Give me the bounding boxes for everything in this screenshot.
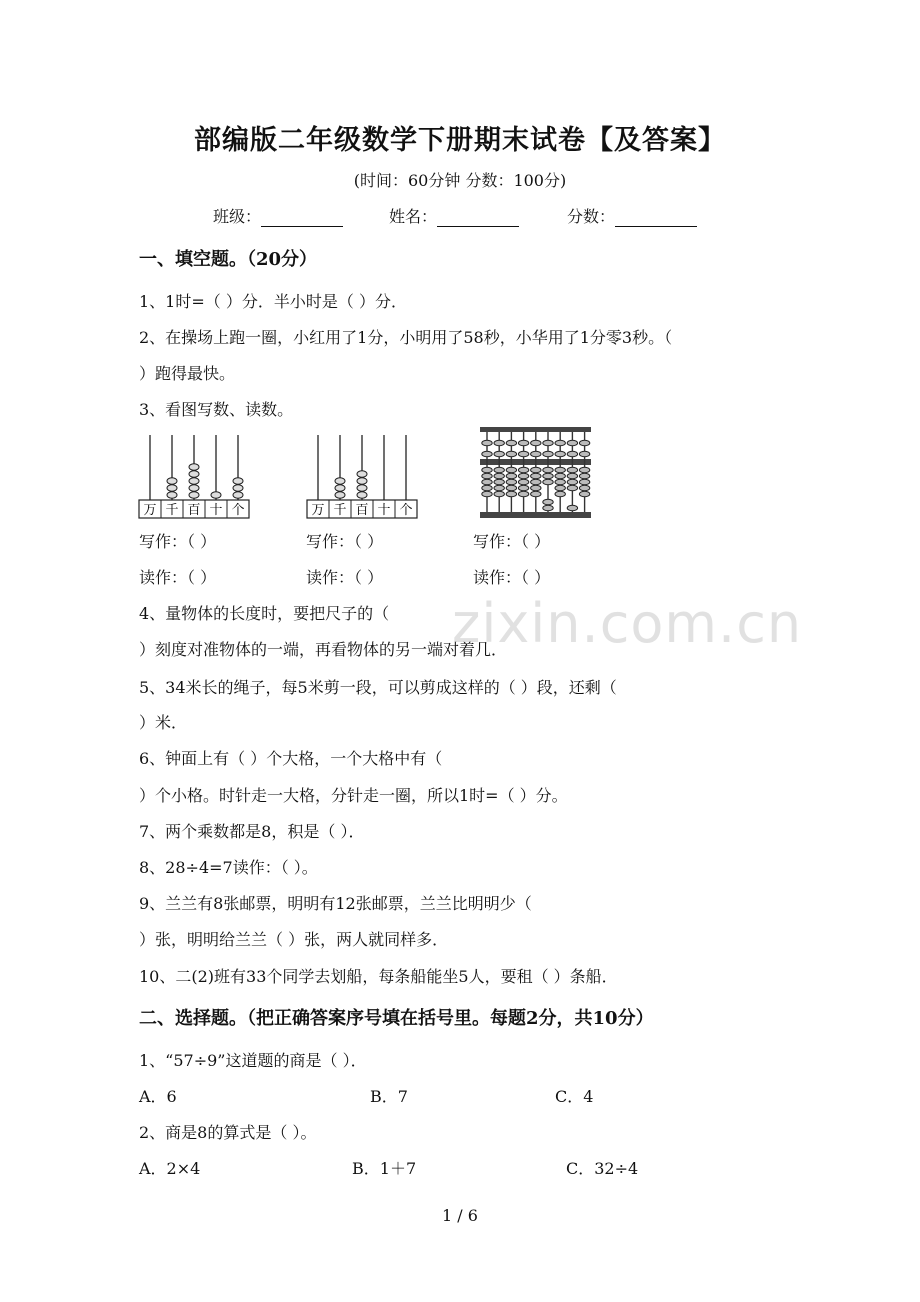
suanpan-bead <box>482 440 492 446</box>
suanpan-bead <box>531 451 541 457</box>
write-c: 写作：（ ） <box>473 532 551 551</box>
page-title: 部编版二年级数学下册期末试卷【及答案】 <box>194 125 726 156</box>
suanpan-bead <box>531 467 541 473</box>
suanpan-bead <box>494 467 504 473</box>
score-blank <box>615 208 697 227</box>
suanpan-bead <box>518 491 528 497</box>
suanpan-bead <box>506 451 516 457</box>
q2-1: 1、“57÷9”这道题的商是（ ）． <box>139 1051 367 1070</box>
suanpan-bead <box>494 485 504 491</box>
suanpan-bead <box>567 485 577 491</box>
abacus-bead <box>233 485 243 492</box>
suanpan-bead <box>579 440 589 446</box>
write-a: 写作：（ ） <box>139 532 217 551</box>
q1-3: 3、看图写数、读数。 <box>139 400 294 419</box>
label-ge: 个 <box>399 503 413 518</box>
suanpan-bead <box>555 491 565 497</box>
suanpan-bead <box>518 473 528 479</box>
exam-subtitle: (时间：60分钟 分数：100分) <box>353 171 567 190</box>
abacus-bead <box>189 464 199 471</box>
suanpan-bead <box>543 479 553 485</box>
read-b: 读作：（ ） <box>306 568 384 587</box>
page-number: 1 / 6 <box>442 1206 478 1225</box>
q1-8: 8、28÷4=7读作：（ ）。 <box>139 858 318 877</box>
abacus-bead <box>189 485 199 492</box>
q1-5: 5、34米长的绳子，每5米剪一段，可以剪成这样的（ ）段，还剩（ <box>139 678 617 697</box>
abacus-bead <box>357 485 367 492</box>
suanpan-bead <box>543 473 553 479</box>
name-field <box>389 204 519 227</box>
q2-2-option-b: B．1＋7 <box>352 1159 417 1178</box>
suanpan-bead <box>567 473 577 479</box>
suanpan-bead <box>531 479 541 485</box>
suanpan-bead <box>494 473 504 479</box>
abacus-c <box>479 426 592 520</box>
q1-7: 7、两个乘数都是8，积是（ ）． <box>139 822 365 841</box>
suanpan-bead <box>567 440 577 446</box>
q2-2-option-c: C．32÷4 <box>566 1159 639 1178</box>
label-shi: 十 <box>377 503 391 518</box>
q1-10: 10、二(2)班有33个同学去划船，每条船能坐5人，要租（ ）条船． <box>139 967 618 986</box>
suanpan-bead <box>543 451 553 457</box>
suanpan-bead <box>518 479 528 485</box>
suanpan-bead <box>494 451 504 457</box>
abacus-a <box>138 432 250 520</box>
score-field <box>567 204 697 227</box>
read-a: 读作：（ ） <box>139 568 217 587</box>
suanpan-bead <box>518 451 528 457</box>
q1-6-cont: ）个小格。时针走一大格，分针走一圈，所以1时=（ ）分。 <box>139 786 568 805</box>
suanpan-bead <box>506 491 516 497</box>
label-wan: 万 <box>143 503 157 518</box>
abacus-bead <box>189 471 199 478</box>
suanpan-bead <box>506 440 516 446</box>
abacus-bead <box>233 478 243 485</box>
suanpan-bead <box>482 451 492 457</box>
read-c: 读作：（ ） <box>473 568 551 587</box>
label-bai: 百 <box>355 503 369 518</box>
abacus-bead <box>357 478 367 485</box>
suanpan-bead <box>567 505 577 511</box>
q1-2-cont: ）跑得最快。 <box>139 364 236 383</box>
q2-2: 2、商是8的算式是（ ）。 <box>139 1123 317 1142</box>
abacus-bead <box>335 485 345 492</box>
watermark: zixin.com.cn <box>452 592 803 655</box>
suanpan-bead <box>555 479 565 485</box>
suanpan-bead <box>518 485 528 491</box>
q2-2-option-a: A．2×4 <box>139 1159 201 1178</box>
suanpan-bead <box>543 505 553 511</box>
label-ge: 个 <box>231 503 245 518</box>
suanpan-bead <box>506 485 516 491</box>
suanpan-bead <box>518 440 528 446</box>
section2-heading: 二、选择题。（把正确答案序号填在括号里。每题2分，共10分） <box>139 1008 654 1029</box>
suanpan-bead <box>555 485 565 491</box>
suanpan-bead <box>506 479 516 485</box>
suanpan-bead <box>567 451 577 457</box>
suanpan-bead <box>494 479 504 485</box>
abacus-bead <box>167 478 177 485</box>
suanpan-bead <box>579 479 589 485</box>
abacus-bead <box>189 478 199 485</box>
class-field <box>213 204 343 227</box>
score-label: 分数： <box>567 207 616 226</box>
abacus-bead <box>357 471 367 478</box>
suanpan-bead <box>555 451 565 457</box>
abacus-bead <box>357 492 367 499</box>
q1-9: 9、兰兰有8张邮票，明明有12张邮票，兰兰比明明少（ <box>139 894 532 913</box>
q1-9-cont: ）张，明明给兰兰（ ）张，两人就同样多． <box>139 930 449 949</box>
suanpan-bead <box>506 473 516 479</box>
suanpan-bead <box>555 473 565 479</box>
suanpan-bead <box>494 440 504 446</box>
suanpan-bead <box>506 467 516 473</box>
abacus-bead <box>189 492 199 499</box>
suanpan-bead <box>482 491 492 497</box>
suanpan-bead <box>531 485 541 491</box>
abacus-b <box>306 432 418 520</box>
q1-4-cont: ）刻度对准物体的一端，再看物体的另一端对着几． <box>139 640 508 659</box>
suanpan-bead <box>579 467 589 473</box>
label-shi: 十 <box>209 503 223 518</box>
suanpan-bead <box>555 440 565 446</box>
suanpan-bead <box>579 473 589 479</box>
name-blank <box>437 208 519 227</box>
abacus-bead <box>211 492 221 499</box>
suanpan-bead <box>531 473 541 479</box>
suanpan-bead <box>567 467 577 473</box>
suanpan-bead <box>531 491 541 497</box>
abacus-bead <box>233 492 243 499</box>
suanpan-bead <box>482 467 492 473</box>
suanpan-bead <box>518 467 528 473</box>
label-bai: 百 <box>187 503 201 518</box>
suanpan-bead <box>494 491 504 497</box>
suanpan-bead <box>543 499 553 505</box>
suanpan-bead <box>579 451 589 457</box>
q2-1-option-b: B．7 <box>370 1087 408 1106</box>
suanpan-bead <box>579 485 589 491</box>
suanpan-bead <box>555 467 565 473</box>
q1-2: 2、在操场上跑一圈，小红用了1分，小明用了58秒，小华用了1分零3秒。（ <box>139 328 673 347</box>
class-label: 班级： <box>213 207 262 226</box>
suanpan-bead <box>543 467 553 473</box>
suanpan-bead <box>543 440 553 446</box>
q1-5-cont: ）米． <box>139 713 188 732</box>
label-qian: 千 <box>165 503 179 518</box>
suanpan-bead <box>482 479 492 485</box>
abacus-bead <box>335 492 345 499</box>
write-b: 写作：（ ） <box>306 532 384 551</box>
q1-4: 4、量物体的长度时，要把尺子的（ <box>139 604 390 623</box>
class-blank <box>261 208 343 227</box>
label-wan: 万 <box>311 503 325 518</box>
suanpan-bead <box>482 485 492 491</box>
suanpan-bead <box>567 479 577 485</box>
suanpan-bead <box>579 491 589 497</box>
label-qian: 千 <box>333 503 347 518</box>
abacus-bead <box>167 492 177 499</box>
q1-1: 1、1时=（ ）分．半小时是（ ）分． <box>139 292 407 311</box>
abacus-bead <box>167 485 177 492</box>
abacus-bead <box>335 478 345 485</box>
name-label: 姓名： <box>389 207 438 226</box>
q2-1-option-a: A．6 <box>139 1087 177 1106</box>
suanpan-bead <box>482 473 492 479</box>
section1-heading: 一、填空题。（20分） <box>139 249 318 270</box>
q1-6: 6、钟面上有（ ）个大格，一个大格中有（ <box>139 749 443 768</box>
suanpan-bead <box>531 440 541 446</box>
q2-1-option-c: C．4 <box>555 1087 594 1106</box>
